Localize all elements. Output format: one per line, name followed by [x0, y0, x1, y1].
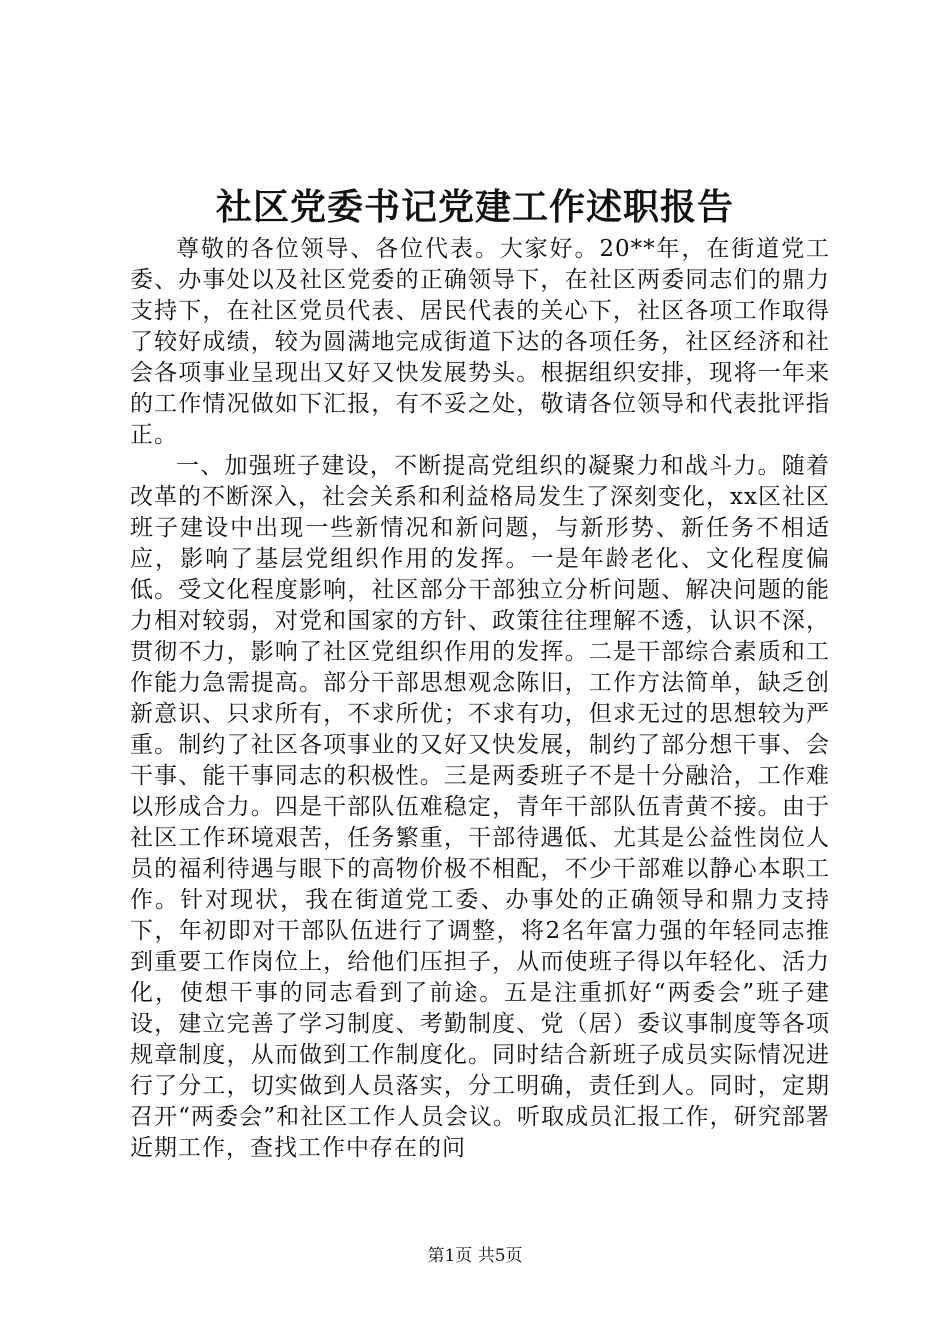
document-body: [130, 234, 830, 1164]
document-title: 社区党委书记党建工作述职报告: [215, 186, 734, 228]
paragraph-greeting: 尊敬的各位领导、各位代表。大家好。20**年，在街道党工委、办事处以及社区党委的正确领导下，在社区两委同志们的鼎力支持下，在社区党员代表、居民代表的关心下，社区各项工作取得了较好成绩，较为圆满地完成街道下达的各项任务，社区经济和社会各项事业呈现出又好又快发展势头。根据组织安排，现将一年来的工作情况做如下汇报，有不妥之处，敬请各位领导和代表批评指正。: [130, 236, 830, 448]
paragraph-section-one: 一、加强班子建设，不断提高党组织的凝聚力和战斗力。随着改革的不断深入，社会关系和利益格局发生了深刻变化，xx区社区班子建设中出现一些新情况和新问题，与新形势、新任务不相适应，影响了基层党组织作用的发挥。一是年龄老化、文化程度偏低。受文化程度影响，社区部分干部独立分析问题、解决问题的能力相对较弱，对党和国家的方针、政策往往理解不透，认识不深，贯彻不力，影响了社区党组织作用的发挥。二是干部综合素质和工作能力急需提高。部分干部思想观念陈旧，工作方法简单，缺乏创新意识、只求所有，不求所优；不求有功，但求无过的思想较为严重。制约了社区各项事业的又好又快发展，制约了部分想干事、会干事、能干事同志的积极性。三是两委班子不是十分融洽，工作难以形成合力。四是干部队伍难稳定，青年干部队伍青黄不接。由于社区工作环境艰苦，任务繁重，干部待遇低、尤其是公益性岗位人员的福利待遇与眼下的高物价极不相配，不少干部难以静心本职工作。针对现状，我在街道党工委、办事处的正确领导和鼎力支持下，年初即对干部队伍进行了调整，将2名年富力强的年轻同志推到重要工作岗位上，给他们压担子，从而使班子得以年轻化、活力化，使想干事的同志看到了前途。五是注重抓好“两委会”班子建设，建立完善了学习制度、考勤制度、党（居）委议事制度等各项规章制度，从而做到工作制度化。同时结合新班子成员实际情况进行了分工，切实做到人员落实，分工明确，责任到人。同时，定期召开“两委会”和社区工作人员会议。听取成员汇报工作，研究部署近期工作，查找工作中存在的问: [130, 453, 830, 1161]
page-number-footer: 第1页 共5页: [427, 1246, 523, 1266]
